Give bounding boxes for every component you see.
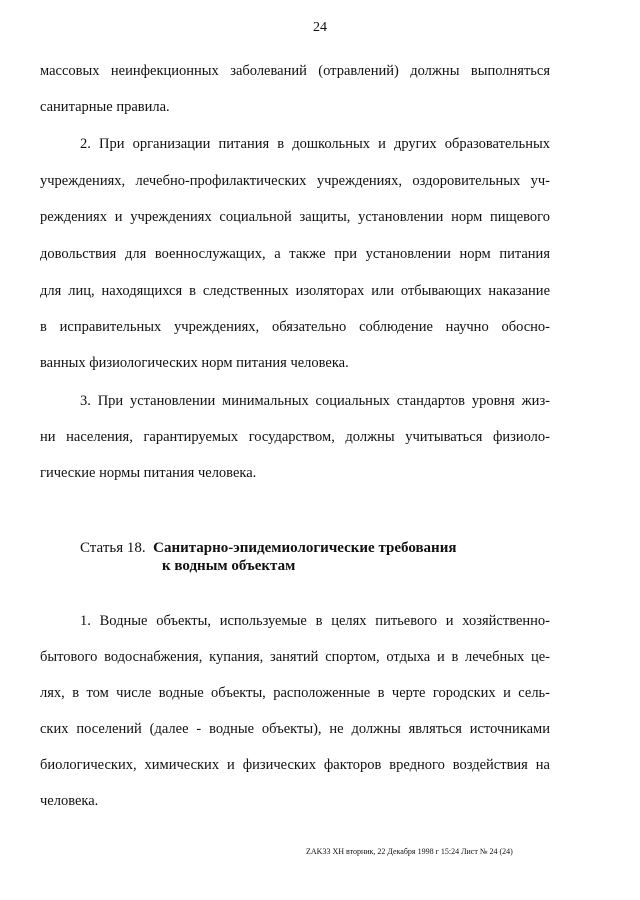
text-line: человека. — [40, 793, 99, 809]
text-line: ни населения, гарантируемых государством, должны учитываться физиоло- — [40, 429, 550, 445]
text-line: реждениях и учреждениях социальной защиты, установлении норм пищевого — [40, 209, 550, 225]
article-label: Статья 18. — [80, 540, 146, 556]
article-title: Санитарно-эпидемиологические требования — [153, 540, 457, 556]
text-line: гические нормы питания человека. — [40, 465, 257, 481]
text-line: довольствия для военнослужащих, а также при установлении норм питания — [40, 246, 550, 262]
text-line: для лиц, находящихся в следственных изоляторах или отбывающих наказание — [40, 283, 550, 299]
text-line: бытового водоснабжения, купания, занятий спортом, отдыха и в лечебных це- — [40, 649, 550, 665]
text-line: 2. При организации питания в дошкольных и других образовательных — [80, 136, 550, 152]
text-line: ванных физиологических норм питания человека. — [40, 355, 349, 371]
text-line: ских поселений (далее - водные объекты), не должны являться источниками — [40, 721, 550, 737]
text-line: биологических, химических и физических факторов вредного воздействия на — [40, 757, 550, 773]
page-number: 24 — [313, 20, 327, 35]
text-line: массовых неинфекционных заболеваний (отравлений) должны выполняться — [40, 63, 550, 79]
article-heading — [80, 538, 456, 558]
text-line: 1. Водные объекты, используемые в целях питьевого и хозяйственно- — [80, 613, 550, 629]
article-title-continued: к водным объектам — [162, 558, 296, 574]
text-line: учреждениях, лечебно-профилактических учреждениях, оздоровительных уч- — [40, 173, 550, 189]
text-line: 3. При установлении минимальных социальных стандартов уровня жиз- — [80, 393, 550, 409]
text-line: в исправительных учреждениях, обязательно соблюдение научно обосно- — [40, 319, 550, 335]
text-line: санитарные правила. — [40, 99, 170, 115]
text-line: лях, в том числе водные объекты, расположенные в черте городских и сель- — [40, 685, 550, 701]
page-footer: ZAK33 XH вторник, 22 Декабря 1998 г 15:24 Лист № 24 (24) — [306, 847, 513, 856]
